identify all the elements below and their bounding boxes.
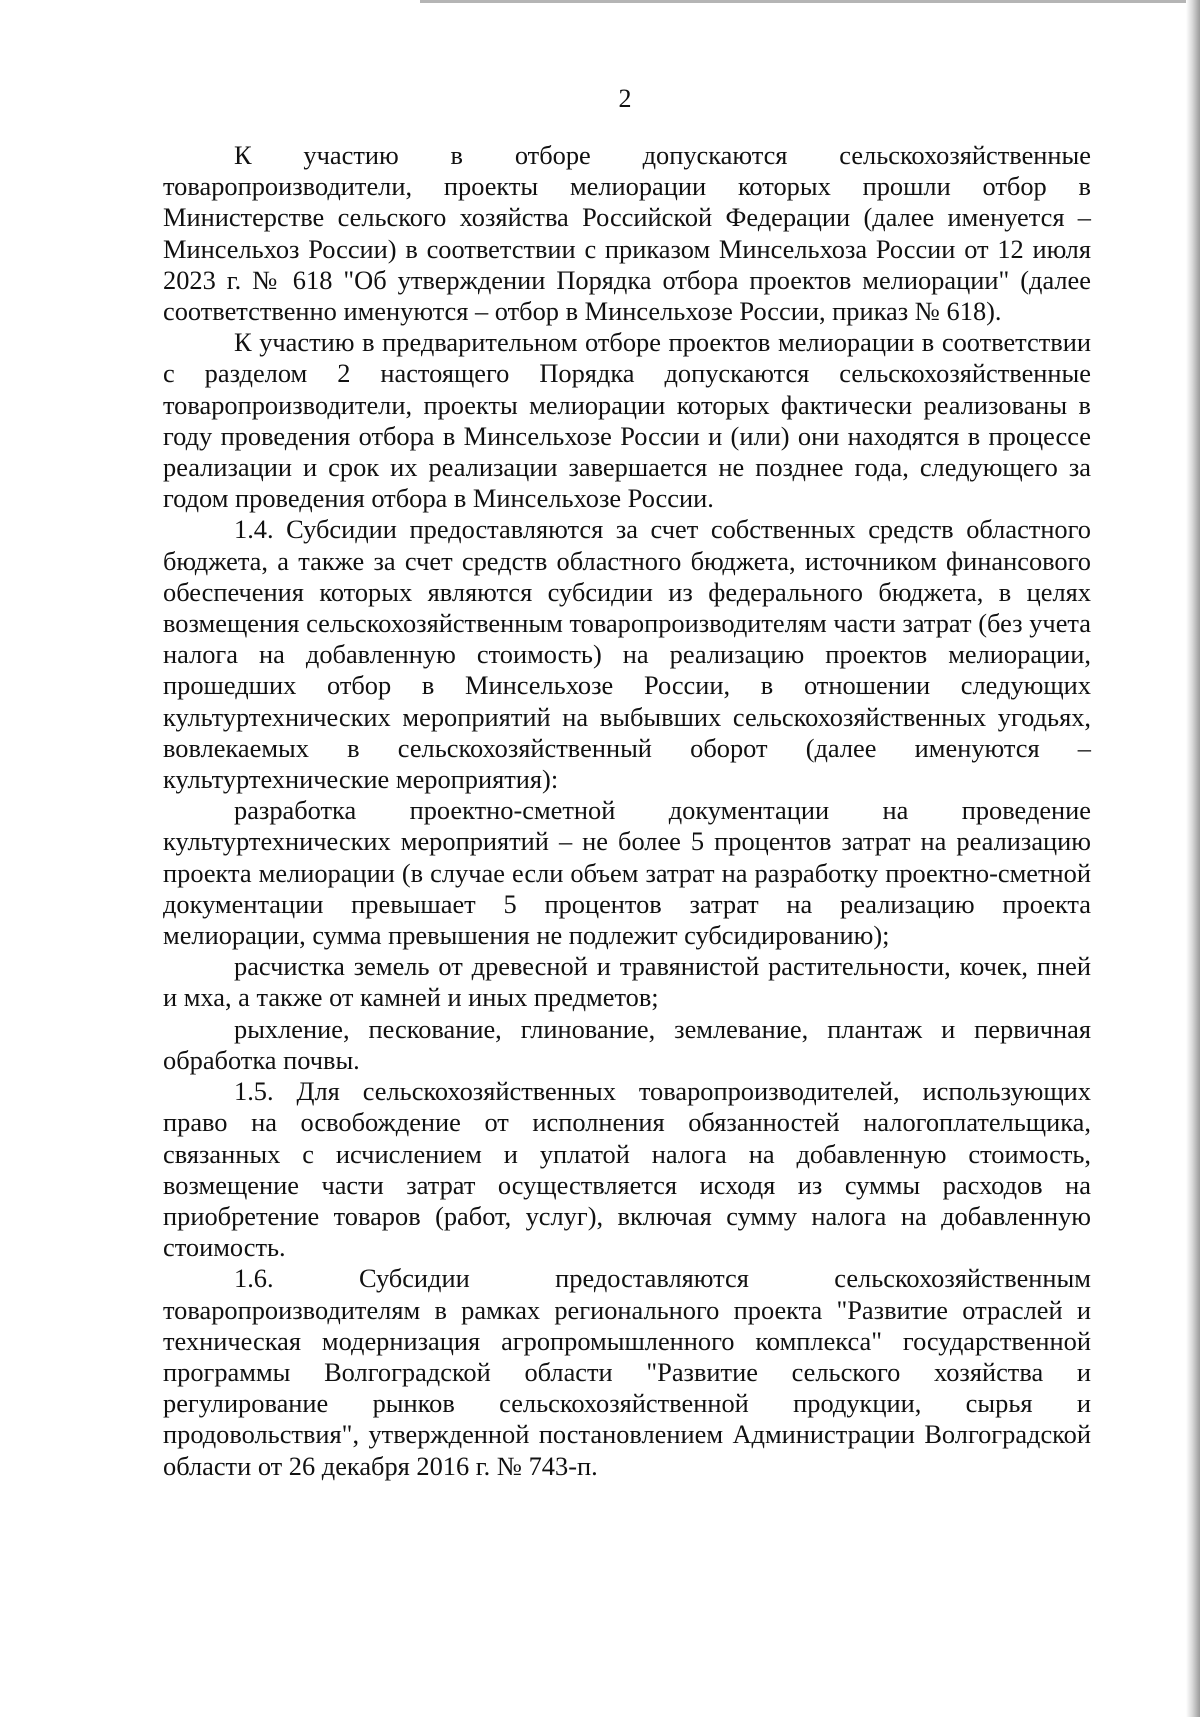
scan-shadow-right [1186,0,1200,1717]
paragraph-1-4-subsidies: 1.4. Субсидии предоставляются за счет собственных средств областного бюджета, а также за счет средств областного бюджета, источником финансового обеспечения которых являются субсидии из федерального бюджета, в целях возмещения сельскохозяйственным товаропроизводителям части затрат (без учета налога на добавленную стоимость) на реализацию проектов мелиорации, прошедших отбор в Минсельхозе России, в отношении следующих культуртехнических мероприятий на выбывших сельскохозяйственных угодьях, вовлекаемых в сельскохозяйственный оборот (далее именуются – культуртехнические мероприятия): [163,514,1091,795]
page-number: 2 [618,84,632,113]
document-body [163,140,1091,1482]
paragraph-measure-design-docs: разработка проектно-сметной документации на проведение культуртехнических мероприятий – не более 5 процентов затрат на реализацию проекта мелиорации (в случае если объем затрат на разработку проектно-сметной документации превышает 5 процентов затрат на реализацию проекта мелиорации, сумма превышения не подлежит субсидированию); [163,795,1091,951]
paragraph-measure-soil-treatment: рыхление, пескование, глинование, землевание, плантаж и первичная обработка почвы. [163,1013,1091,1075]
paragraph-admission-selection: К участию в отборе допускаются сельскохозяйственные товаропроизводители, проекты мелиорации которых прошли отбор в Министерстве сельского хозяйства Российской Федерации (далее именуется – Минсельхоз России) в соответствии с приказом Минсельхоза России от 12 июля 2023 г. № 618 "Об утверждении Порядка отбора проектов мелиорации" (далее соответственно именуются – отбор в Минсельхозе России, приказ № 618). [163,140,1091,327]
paragraph-1-6-program: 1.6. Субсидии предоставляются сельскохозяйственным товаропроизводителям в рамках регионального проекта "Развитие отраслей и техническая модернизация агропромышленного комплекса" государственной программы Волгоградской области "Развитие сельского хозяйства и регулирование рынков сельскохозяйственной продукции, сырья и продовольствия", утвержденной постановлением Администрации Волгоградской области от 26 декабря 2016 г. № 743-п. [163,1263,1091,1481]
paragraph-measure-land-clearing: расчистка земель от древесной и травянистой растительности, кочек, пней и мха, а также от камней и иных предметов; [163,951,1091,1013]
scan-shadow-top [420,0,1200,3]
paragraph-1-5-vat: 1.5. Для сельскохозяйственных товаропроизводителей, использующих право на освобождение от исполнения обязанностей налогоплательщика, связанных с исчислением и уплатой налога на добавленную стоимость, возмещение части затрат осуществляется исходя из суммы расходов на приобретение товаров (работ, услуг), включая сумму налога на добавленную стоимость. [163,1076,1091,1263]
paragraph-admission-preliminary: К участию в предварительном отборе проектов мелиорации в соответствии с разделом 2 настоящего Порядка допускаются сельскохозяйственные товаропроизводители, проекты мелиорации которых фактически реализованы в году проведения отбора в Минсельхозе России и (или) они находятся в процессе реализации и срок их реализации завершается не позднее года, следующего за годом проведения отбора в Минсельхозе России. [163,327,1091,514]
